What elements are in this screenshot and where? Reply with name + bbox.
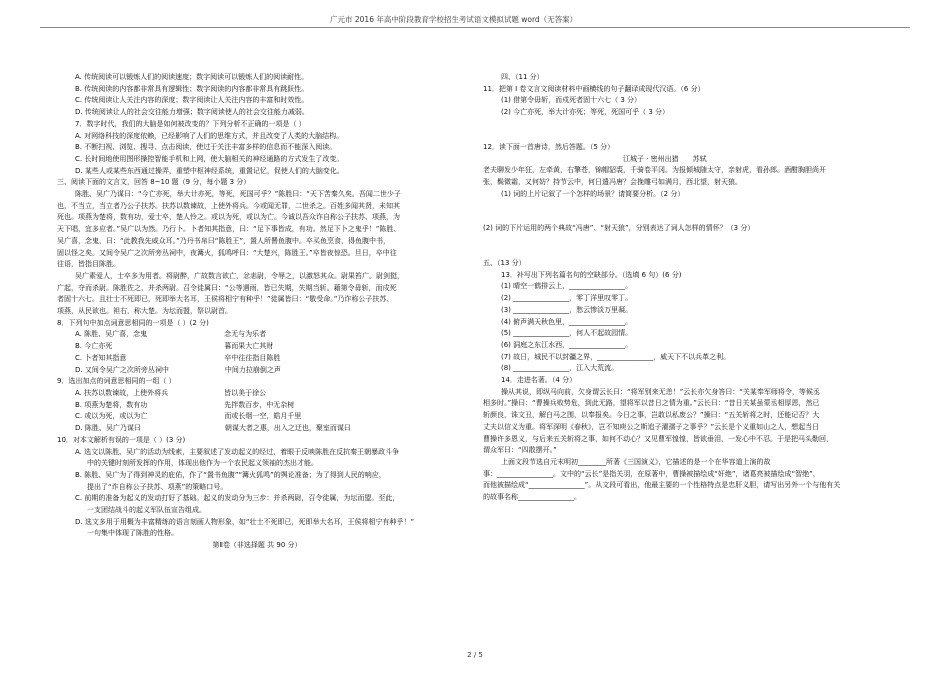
question-14: 14．走进名著。（4 分） <box>501 376 577 385</box>
passage-line: 广起，夺而杀尉。陈胜佐之，并杀两尉。召令徒属曰：“公等遇雨，皆已失期，失期当斩。藉第令毋斩，而戍死 <box>57 283 397 292</box>
section-4-heading: 四、（11 分） <box>501 73 544 81</box>
passage-line: 吴广素爱人，士卒多为用者。将尉醉，广故数言欲亡，忿恚尉，令辱之，以激怒其众。尉果笞广。尉剑挺， <box>75 271 404 280</box>
right-column <box>483 72 893 504</box>
option-line: C. 长时间地使用图形操控智能手机和上网，使大脑相关的神经通路的方式发生了改变。 <box>75 154 344 163</box>
option-line: C. 卜者知其指意 卒中往往指目陈胜 <box>75 353 281 362</box>
option-line: C. 传统阅读让人关注内容的深度；数字阅读让人关注内容的丰富和时效性。 <box>75 96 309 105</box>
excerpt-line: 曹操许多恩义，与后来五关斩将之事，如何不动心？又见曹军惶惶，皆欲垂泪，一发心中不忍。于是把马头勒回， <box>483 434 833 443</box>
excerpt-line: 相多时。”操曰：“曹操兵败势危，到此无路，望将军以昔日之情为重。”云长曰：“昔日关某虽蒙丞相厚恩，然已 <box>483 399 820 408</box>
option-line: 中的关键时刻所发挥的作用，体现出他作为一个农民起义领袖的杰出才能。 <box>87 459 318 468</box>
option-line: D. 陈胜、吴广乃谋曰 朝谋大者之惠，出入之迂也，聚室而谋曰 <box>75 424 351 433</box>
page-number: 2 / 5 <box>467 651 483 659</box>
question-14-text: 的故事名称________________。 <box>483 493 581 502</box>
fill-blank-line: (8) ________________，江入大荒流。 <box>501 364 619 373</box>
left-column <box>57 72 457 552</box>
option-line: A. 对网络科技的深度依赖，已经影响了人们的思维方式，并且改变了人类的大脑结构。 <box>75 131 344 140</box>
answer-space <box>483 119 893 142</box>
option-line: 一句集中体现了陈胜的性格。 <box>87 529 178 538</box>
option-line: B. 项燕为楚将，数有功 先拌数百步，中无杂树 <box>75 400 295 409</box>
question-14-text: 事：________________。文中的“云长”是指关羽，在原著中，曹操被描绘成“奸绝”，诸葛亮被描绘成“智绝”， <box>483 469 820 478</box>
option-line: B. 今亡亦死 暮而果大亡其财 <box>75 342 274 351</box>
option-line: B. 不断扫视、浏览、搜寻、点击阅读，使过于关注丰富多样的信息而不能深入阅读。 <box>75 143 337 152</box>
header-rule <box>40 27 910 28</box>
question-11-part: (2) 今亡亦死，举大计亦死；等死，死国可乎（ 3 分） <box>501 108 670 117</box>
question-11-part: (1) 借第令毋斩，而戍死者固十六七（ 3 分） <box>501 96 642 105</box>
option-line: A. 选文以陈胜、吴广的活动为线索，主要叙述了发动起义的经过，着眼于反映陈胜在反抗秦王朝暴政斗争 <box>75 447 400 456</box>
option-line: B. 陈胜、吴广为了得到神灵的庇佑，作了“置书鱼腹”“篝火狐鸣”的舆论准备；为了得到人民的响应， <box>75 470 386 479</box>
excerpt-line: 谓众军曰：“四散摆开。” <box>483 446 557 455</box>
option-line: D. 选文多用于用概为丰富精练的语言刻画人物形象，如“壮士不死即已，死即举大名耳，王侯将相宁有种乎！” <box>75 517 415 526</box>
excerpt-line: 斩颜良，诛文丑，解白马之围，以奉报矣。今日之事，岂敢以私废公？”操曰：“五关斩将之时，还能记否？大 <box>483 411 820 420</box>
answer-space <box>483 235 893 258</box>
question-11: 11．把第 I 卷文言文阅读材料中画横线的句子翻译成现代汉语。（6 分） <box>483 84 705 93</box>
section-5-heading: 五、（13 分） <box>483 259 526 268</box>
fill-blank-line: (5) ________________，何人不起故园情。 <box>501 329 633 338</box>
fill-blank-line: (2) ________________，零丁洋里叹零丁。 <box>501 294 633 303</box>
option-line: C. 前期的准备为起义的发动打好了基础。起义的发动分为三步：并杀两尉，召令徒属，为坛而盟。至此， <box>75 494 400 503</box>
question-14-text: 上面文段节选自元末明初________所著《三国演义》，它描述的是一个在华容道上演的故 <box>501 457 771 466</box>
question-10: 10．对本文解析有误的一项是（ ）(3 分) <box>57 435 186 444</box>
fill-blank-line: (1) 晴空一鹤排云上，________________。 <box>501 282 633 291</box>
passage-line: 陈胜、吴广乃谋曰：“今亡亦死，举大计亦死，等死，死国可乎？”陈胜曰：“天下苦秦久矣。吾闻二世少子 <box>75 190 401 199</box>
question-12-part: (2) 词的下片运用的两个典故“冯唐”、“射天狼”，分别表达了词人怎样的情怀？（3 分） <box>483 224 755 233</box>
fill-blank-line: (6) 洞庭之东江水西，________________。 <box>501 340 633 349</box>
option-line: D. 某些人或某些东西通过操弄，重塑中枢神经系统，重置记忆，促使人们的大脑变化。 <box>75 166 344 175</box>
poem-line: 老夫聊发少年狂，左牵黄，右擎苍，锦帽貂裘，千骑卷平冈。为报倾城随太守，亲射虎，看孙郎。酒酣胸胆尚开 <box>483 166 826 175</box>
option-line: A. 传统阅读可以锻炼人们的阅读速度；数字阅读可以锻炼人们的阅读耐性。 <box>75 73 309 81</box>
option-line: 一支团结战斗的起义军队伍宣告组成。 <box>87 506 206 515</box>
passage-line: 者固十六七。且壮士不死即已，死即举大名耳，王侯将相宁有种乎！”徒属皆曰：“敬受命。”乃诈称公子扶苏、 <box>57 295 394 304</box>
question-8: 8．下列句中加点词意思相同的一项是（ ）(2 分) <box>57 318 209 327</box>
option-line: D. 传统阅读让人的社会交往能力增强；数字阅读使人的社会交往能力减弱。 <box>75 108 309 117</box>
passage-line: 也，不当立，当立者乃公子扶苏。扶苏以数谏故，上使外将兵。今或闻无罪，二世杀之。百姓多闻其贤，未知其 <box>57 201 400 210</box>
passage-line: 项燕，从民欲也。袒右，称大楚。为坛而盟，祭以尉首。 <box>57 307 232 316</box>
option-line: A. 陈胜、吴广喜，念鬼 念无与为乐者 <box>75 330 267 339</box>
question-9: 9．选出加点的词意思相同的一组（ ） <box>57 377 176 386</box>
question-7: 7．数字时代，我们的大脑是如何被改变的？下列分析不正确的一项是（ ） <box>75 119 306 128</box>
question-12: 12．读下面一首唐诗，然后答题。（5 分） <box>483 142 615 151</box>
passage-line: 固以怪之矣。又间令吴广之次所旁丛祠中，夜篝火，狐鸣呼曰：“大楚兴，陈胜王。”卒皆夜惊恐。旦日，卒中往 <box>57 248 397 257</box>
passage-line: 死也。项燕为楚将，数有功，爱士卒，楚人怜之。或以为死，或以为亡。今诚以吾众诈自称公子扶苏、项燕，为 <box>57 213 400 222</box>
passage-line: 往语，皆指目陈胜。 <box>57 260 120 269</box>
fill-blank-line: (4) 俯声满天秋色里，________________。 <box>501 317 633 326</box>
section-3-heading: 三、阅读下面的文言文，回答 8~10 题（9 分，每小题 3 分） <box>57 178 251 187</box>
excerpt-line: 操从其说，即纵马向前，欠身谓云长曰：“将军别来无恙！”云长亦欠身答曰：“关某奉军师将令，等候丞 <box>501 387 820 396</box>
section-footer: 第Ⅱ卷（非选择题 共 90 分） <box>212 541 302 550</box>
fill-blank-line: (3) ________________，愁云惨淡万里凝。 <box>501 305 633 314</box>
poem-line: 张，鬓微霜，又何妨？持节云中，何日遣冯唐？会挽雕弓如满月，西北望，射天狼。 <box>483 177 742 186</box>
fill-blank-line: (7) 故日，城民不以封疆之界，________________，威天下不以兵革之利。 <box>501 352 731 361</box>
page-header-title: 广元市 2016 年高中阶段教育学校招生考试语文模拟试题 word（无答案） <box>330 15 578 24</box>
question-13: 13．补写出下列名篇名句的空缺部分。（选填 6 句）(6 分) <box>501 270 682 279</box>
option-line: A. 扶苏以数谏故，上使外将兵 皆以美于徐公 <box>75 388 267 397</box>
question-14-text: 而他被描绘成“________________”。从文段可看出，他最主要的一个性格特点是忠肝义胆，请写出另外一个与他有关 <box>483 481 841 490</box>
excerpt-line: 丈夫以信义为重。将军深明《春秋》，岂不知庾公之斯追子濯孺子之事乎？”云长是个义重如山之人，想起当日 <box>483 422 820 431</box>
answer-space <box>483 200 893 223</box>
option-line: D. 又间令吴广之次所旁丛祠中 中间力拉崩倒之声 <box>75 365 281 374</box>
passage-line: 吴广喜，念鬼，曰：“此教我先威众耳。”乃丹书帛曰“陈胜王”，置人所罾鱼腹中。卒买鱼烹食，得鱼腹中书， <box>57 236 391 245</box>
poem-title: 江城子 · 密州出猎 苏轼 <box>623 154 707 163</box>
question-12-part: (1) 词的上片记叙了一个怎样的场景？请简要分析。（2 分） <box>501 189 685 198</box>
option-line: 提出了“诈自称公子扶苏、项燕”的策略口号。 <box>87 482 228 491</box>
passage-line: 天下唱，宜多应者。”吴广以为然。乃行卜。卜者知其指意，曰：“足下事皆成，有功。然足下卜之鬼乎！”陈胜、 <box>57 225 401 234</box>
option-line: C. 或以为死，或以为亡 而或长烟一空，皓月千里 <box>75 412 302 421</box>
option-line: B. 传统阅读的内容都非常具有逻辑性；数字阅读的内容都非常具有跳跃性。 <box>75 84 309 93</box>
